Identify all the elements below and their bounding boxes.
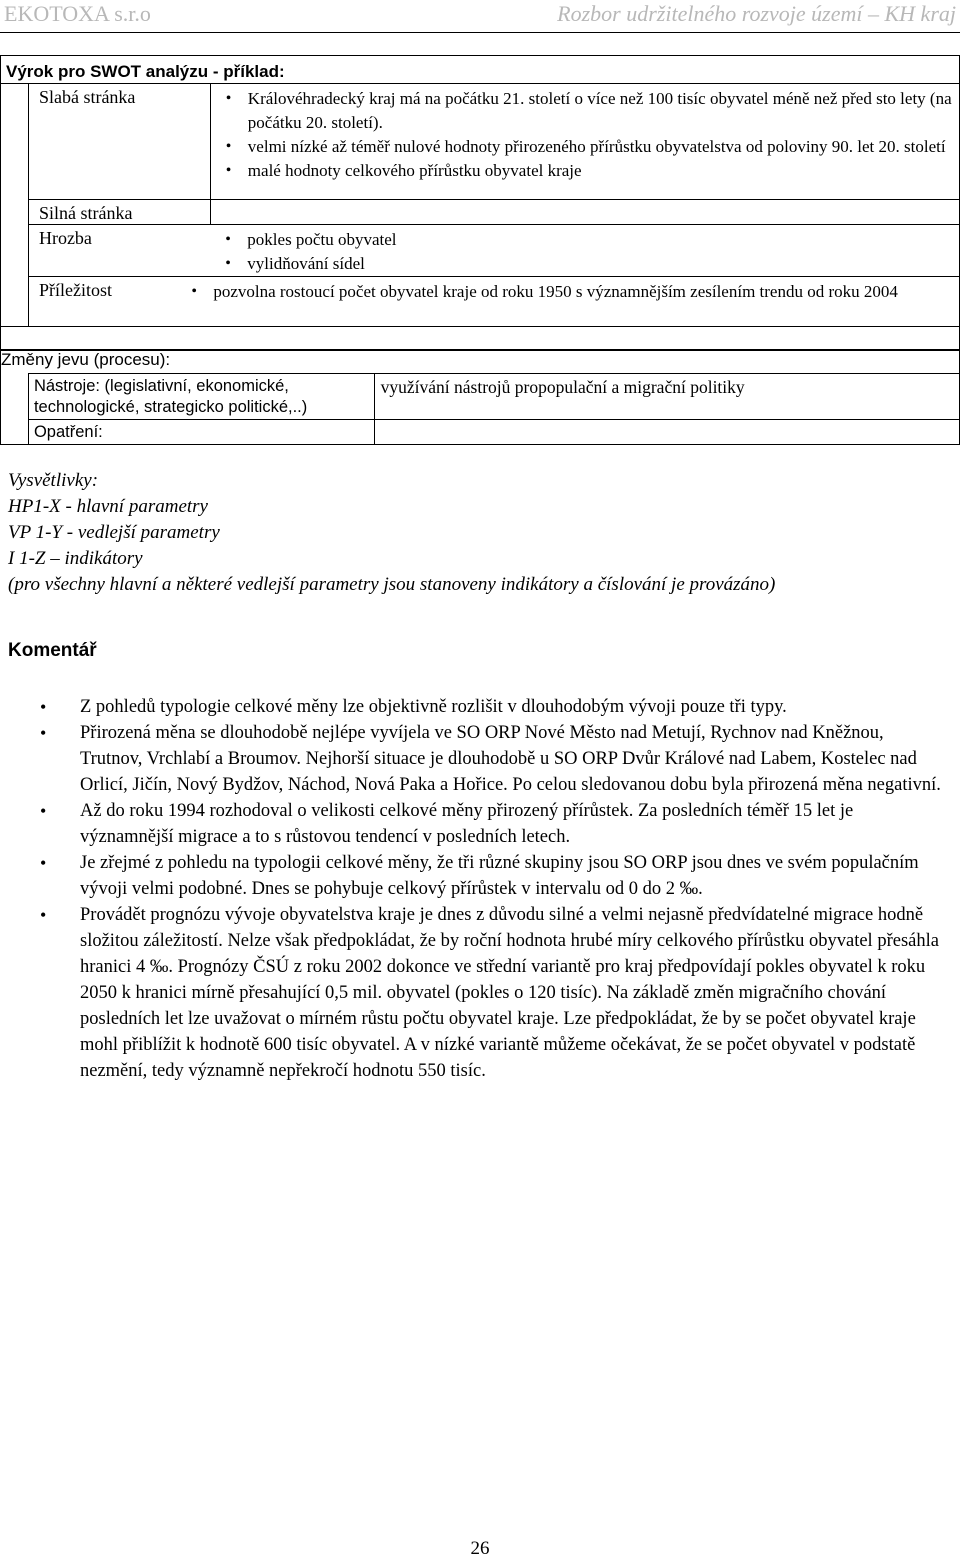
page-number: 26 (470, 1538, 490, 1559)
changes-tools-label: Nástroje: (legislativní, ekonomické, technologické, strategicko politické,..) (28, 374, 374, 420)
comments-title: Komentář (8, 640, 97, 661)
legend-line: HP1-X - hlavní parametry (8, 496, 208, 517)
legend-line: VP 1-Y - vedlejší parametry (8, 522, 220, 543)
swot-threat-item: • pokles počtu obyvatel (210, 228, 959, 252)
swot-title: Výrok pro SWOT analýzu - příklad: (1, 56, 960, 84)
header-document-title: Rozbor udržitelného rozvoje území – KH kraj (557, 1, 956, 26)
comment-item: • Z pohledů typologie celkové měny lze objektivně rozlišit v dlouhodobým vývoji pouze tři typy. (0, 694, 960, 720)
swot-threat-cell (210, 225, 959, 277)
changes-tools-value: využívání nástrojů propopulační a migrační politiky (374, 374, 959, 420)
swot-weakness-item: • velmi nízké až téměř nulové hodnoty přirozeného přírůstku obyvatelstva od poloviny 90. let 20. století (211, 135, 953, 159)
swot-weakness-cell (210, 84, 959, 200)
comment-item: • Je zřejmé z pohledu na typologii celkové měny, že tři různé skupiny jsou SO ORP jsou dnes ve svém populačním vývoji velmi podobné. Dnes se pohybuje celkový přírůstek v intervalu od 0 do 2 ‰. (0, 850, 960, 902)
legend (8, 468, 775, 598)
swot-label-weakness: Slabá stránka (28, 84, 210, 200)
legend-title: Vysvětlivky: (8, 470, 99, 491)
swot-threat-item: • vylidňování sídel (210, 252, 959, 276)
header-company: EKOTOXA s.r.o (4, 1, 151, 26)
comment-item: • Až do roku 1994 rozhodoval o velikosti celkové měny přirozený přírůstek. Za posledních téměř 15 let je významnější migrace a to s růstovou tendencí v posledních letech. (0, 798, 960, 850)
changes-title: Změny jevu (procesu): (1, 350, 960, 374)
header-rule (0, 32, 960, 33)
swot-weakness-item: • malé hodnoty celkového přírůstku obyvatel kraje (211, 159, 953, 183)
swot-label-opportunity: Příležitost (28, 277, 198, 327)
changes-measures-value (374, 420, 959, 445)
swot-opportunity-cell (198, 277, 959, 327)
swot-strength-cell (210, 200, 959, 225)
legend-line: I 1-Z – indikátory (8, 548, 143, 569)
comment-item: • Přirozená měna se dlouhodobě nejlépe vyvíjela ve SO ORP Nové Město nad Metují, Rychnov nad Kněžnou, Trutnov, Vrchlabí a Broumov. Nejhorší situace je dlouhodobě u SO ORP Dvůr Králové nad Labem, Kostelec nad Orlicí, Jičín, Nový Bydžov, Náchod, Nová Paka a Hořice. Po celou sledovanou dobu byla přirozená měna negativní. (0, 720, 960, 798)
swot-bottom-spacer (1, 327, 960, 351)
swot-opportunity-item: • pozvolna rostoucí počet obyvatel kraje od roku 1950 s významnějším zesílením trendu od roku 2004 (176, 280, 955, 304)
changes-indent (1, 374, 29, 445)
swot-label-strength: Silná stránka (28, 200, 210, 225)
comment-item: • Provádět prognózu vývoje obyvatelstva kraje je dnes z důvodu silné a velmi nejasně předvídatelné migrace hodně složitou záležitostí. Nelze však předpokládat, že by roční hodnota hrubé míry celkového přírůstku obyvatel přesáhla hranici 4 ‰. Prognózy ČSÚ z roku 2002 dokonce ve střední variantě pro kraj předpovídají pokles obyvatel k roku 2050 k hranici mírně přesahující 0,5 mil. obyvatel (pokles o 120 tisíc). Na základě změn migračního chování posledních let lze uvažovat o mírném růstu počtu obyvatel kraje. Lze předpokládat, že by se počet obyvatel kraje mohl přiblížit k hodnotě 600 tisíc obyvatel. A v nízké variantě můžeme očekávat, že se počet obyvatel v podstatě nezmění, tedy významně nepřekročí hodnotu 550 tisíc. (0, 902, 960, 1084)
changes-table (0, 349, 960, 445)
swot-label-threat: Hrozba (28, 225, 210, 277)
changes-measures-label: Opatření: (28, 420, 374, 445)
swot-table (0, 55, 960, 351)
swot-indent (1, 84, 29, 327)
swot-weakness-item: • Královéhradecký kraj má na počátku 21. století o více než 100 tisíc obyvatel méně než před sto lety (na počátku 20. století). (211, 87, 953, 135)
page-header (0, 0, 960, 34)
legend-line: (pro všechny hlavní a některé vedlejší parametry jsou stanoveny indikátory a číslování je provázáno) (8, 574, 776, 595)
comments-list (0, 694, 960, 1084)
